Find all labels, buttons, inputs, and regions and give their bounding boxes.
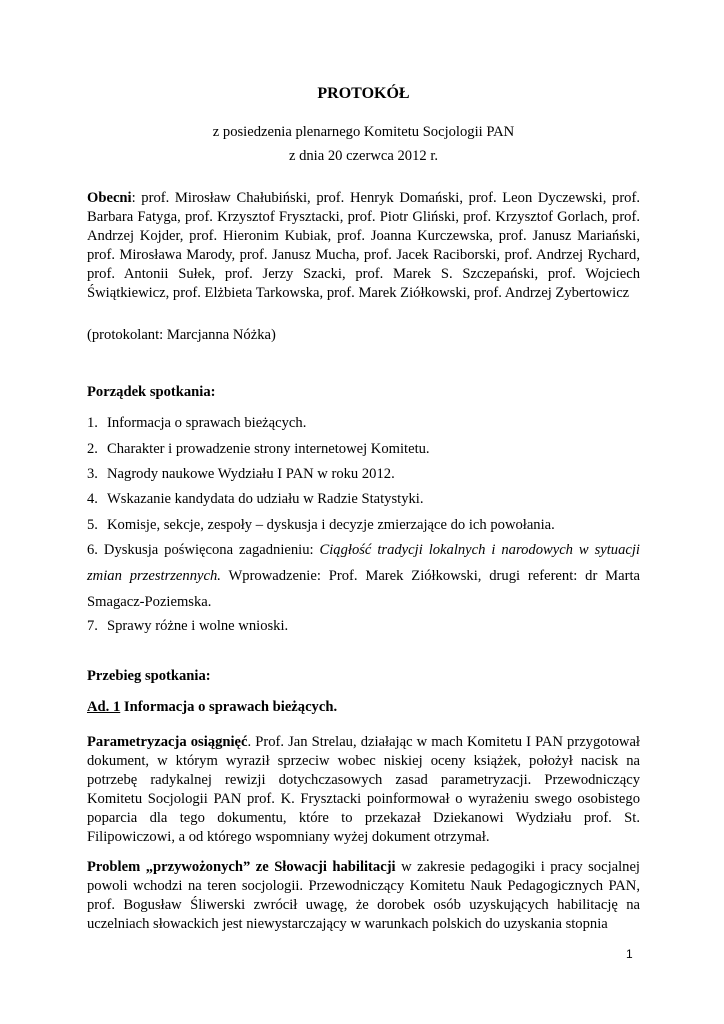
agenda-item-text: Wskazanie kandydata do udziału w Radzie Statystyki. (107, 491, 424, 507)
agenda-item-suffix: Wprowadzenie: Prof. Marek Ziółkowski, drugi referent: dr Marta Smagacz-Poziemska. (87, 568, 641, 610)
attendance-label: Obecni (87, 190, 132, 206)
page-number: 1 (626, 947, 633, 961)
subtitle-line-date: z dnia 20 czerwca 2012 r. (288, 148, 439, 164)
agenda-item-discussion (87, 537, 640, 615)
agenda-item (87, 414, 640, 433)
agenda-item-number: 3. (87, 466, 98, 482)
ad1-heading (87, 699, 337, 716)
agenda-item-text: Nagrody naukowe Wydziału I PAN w roku 2012. (107, 466, 395, 482)
document-title: PROTOKÓŁ (317, 85, 410, 102)
agenda-item (87, 617, 640, 636)
agenda-item-number: 1. (87, 415, 98, 431)
parametrization-paragraph (87, 733, 640, 847)
attendance-paragraph (87, 189, 640, 303)
agenda-item-text: Charakter i prowadzenie strony internetowej Komitetu. (107, 441, 430, 457)
habilitation-text: w zakresie pedagogiki i pracy socjalnej powoli wchodzi na teren socjologii. Przewodniczący Komitetu Nauk Pedagogicznych PAN, prof. Bogusław Śliwerski zwrócił uwagę, że dorobek osób uzyskujących habilitację na uczelniach słowackich jest niewystarczający w warunkach polskich do uzyskania stopnia (87, 859, 640, 932)
agenda-item-prefix: Dyskusja poświęcona zagadnieniu: (103, 542, 320, 558)
parametrization-text: . Prof. Jan Strelau, działając w mach Komitetu I PAN przygotował dokument, w którym wyraził sprzeciw wobec niskiej oceny książek, położył nacisk na potrzebę radykalnej rewizji dotychczasowych zasad parametryzacji. Przewodniczący Komitetu Socjologii PAN prof. K. Frysztacki poinformował o wyrażeniu swego osobistego poparcia dla tego dokumentu, które to przekazał Dziekanowi Wydziału prof. St. Filipowiczowi, a od którego wspomniany wyżej dokument otrzymał. (87, 734, 640, 845)
agenda-item-number: 6. (87, 542, 98, 558)
agenda-heading: Porządek spotkania: (87, 384, 216, 400)
agenda-item-number: 5. (87, 517, 98, 533)
agenda-item-text: Komisje, sekcje, zespoły – dyskusja i decyzje zmierzające do ich powołania. (107, 517, 555, 533)
ad1-title: Informacja o sprawach bieżących. (120, 699, 338, 715)
agenda-item (87, 490, 640, 509)
agenda-item (87, 465, 640, 484)
habilitation-heading: Problem „przywożonych” ze Słowacji habilitacji (87, 859, 396, 875)
agenda-item-number: 4. (87, 491, 98, 507)
parametrization-heading: Parametryzacja osiągnięć (87, 734, 248, 750)
ad1-label: Ad. 1 (87, 699, 121, 715)
habilitation-paragraph (87, 858, 640, 934)
agenda-item (87, 440, 640, 459)
attendance-list: : prof. Mirosław Chałubiński, prof. Henryk Domański, prof. Leon Dyczewski, prof. Barbara Fatyga, prof. Krzysztof Frysztacki, prof. Piotr Gliński, prof. Krzysztof Gorlach, prof. Andrzej Kojder, prof. Hieronim Kubiak, prof. Joanna Kurczewska, prof. Janusz Mariański, prof. Mirosława Marody, prof. Janusz Mucha, prof. Jacek Raciborski, prof. Andrzej Rychard, prof. Antonii Sułek, prof. Jerzy Szacki, prof. Marek S. Szczepański, prof. Wojciech Świątkiewicz, prof. Elżbieta Tarkowska, prof. Marek Ziółkowski, prof. Andrzej Zybertowicz (87, 190, 640, 301)
agenda-item (87, 516, 640, 535)
agenda-item-text: Informacja o sprawach bieżących. (107, 415, 307, 431)
agenda-item-number: 2. (87, 441, 98, 457)
recorder-line: (protokolant: Marcjanna Nóżka) (87, 327, 276, 343)
proceedings-heading: Przebieg spotkania: (87, 668, 211, 684)
agenda-item-text: Sprawy różne i wolne wnioski. (107, 618, 289, 634)
agenda-item-topic: Ciągłość tradycji lokalnych i narodowych w sytuacji zmian przestrzennych. (87, 542, 640, 584)
subtitle-line-meeting: z posiedzenia plenarnego Komitetu Socjologii PAN (212, 124, 515, 140)
document-subtitle (87, 120, 640, 168)
agenda-item-number: 7. (87, 618, 98, 634)
